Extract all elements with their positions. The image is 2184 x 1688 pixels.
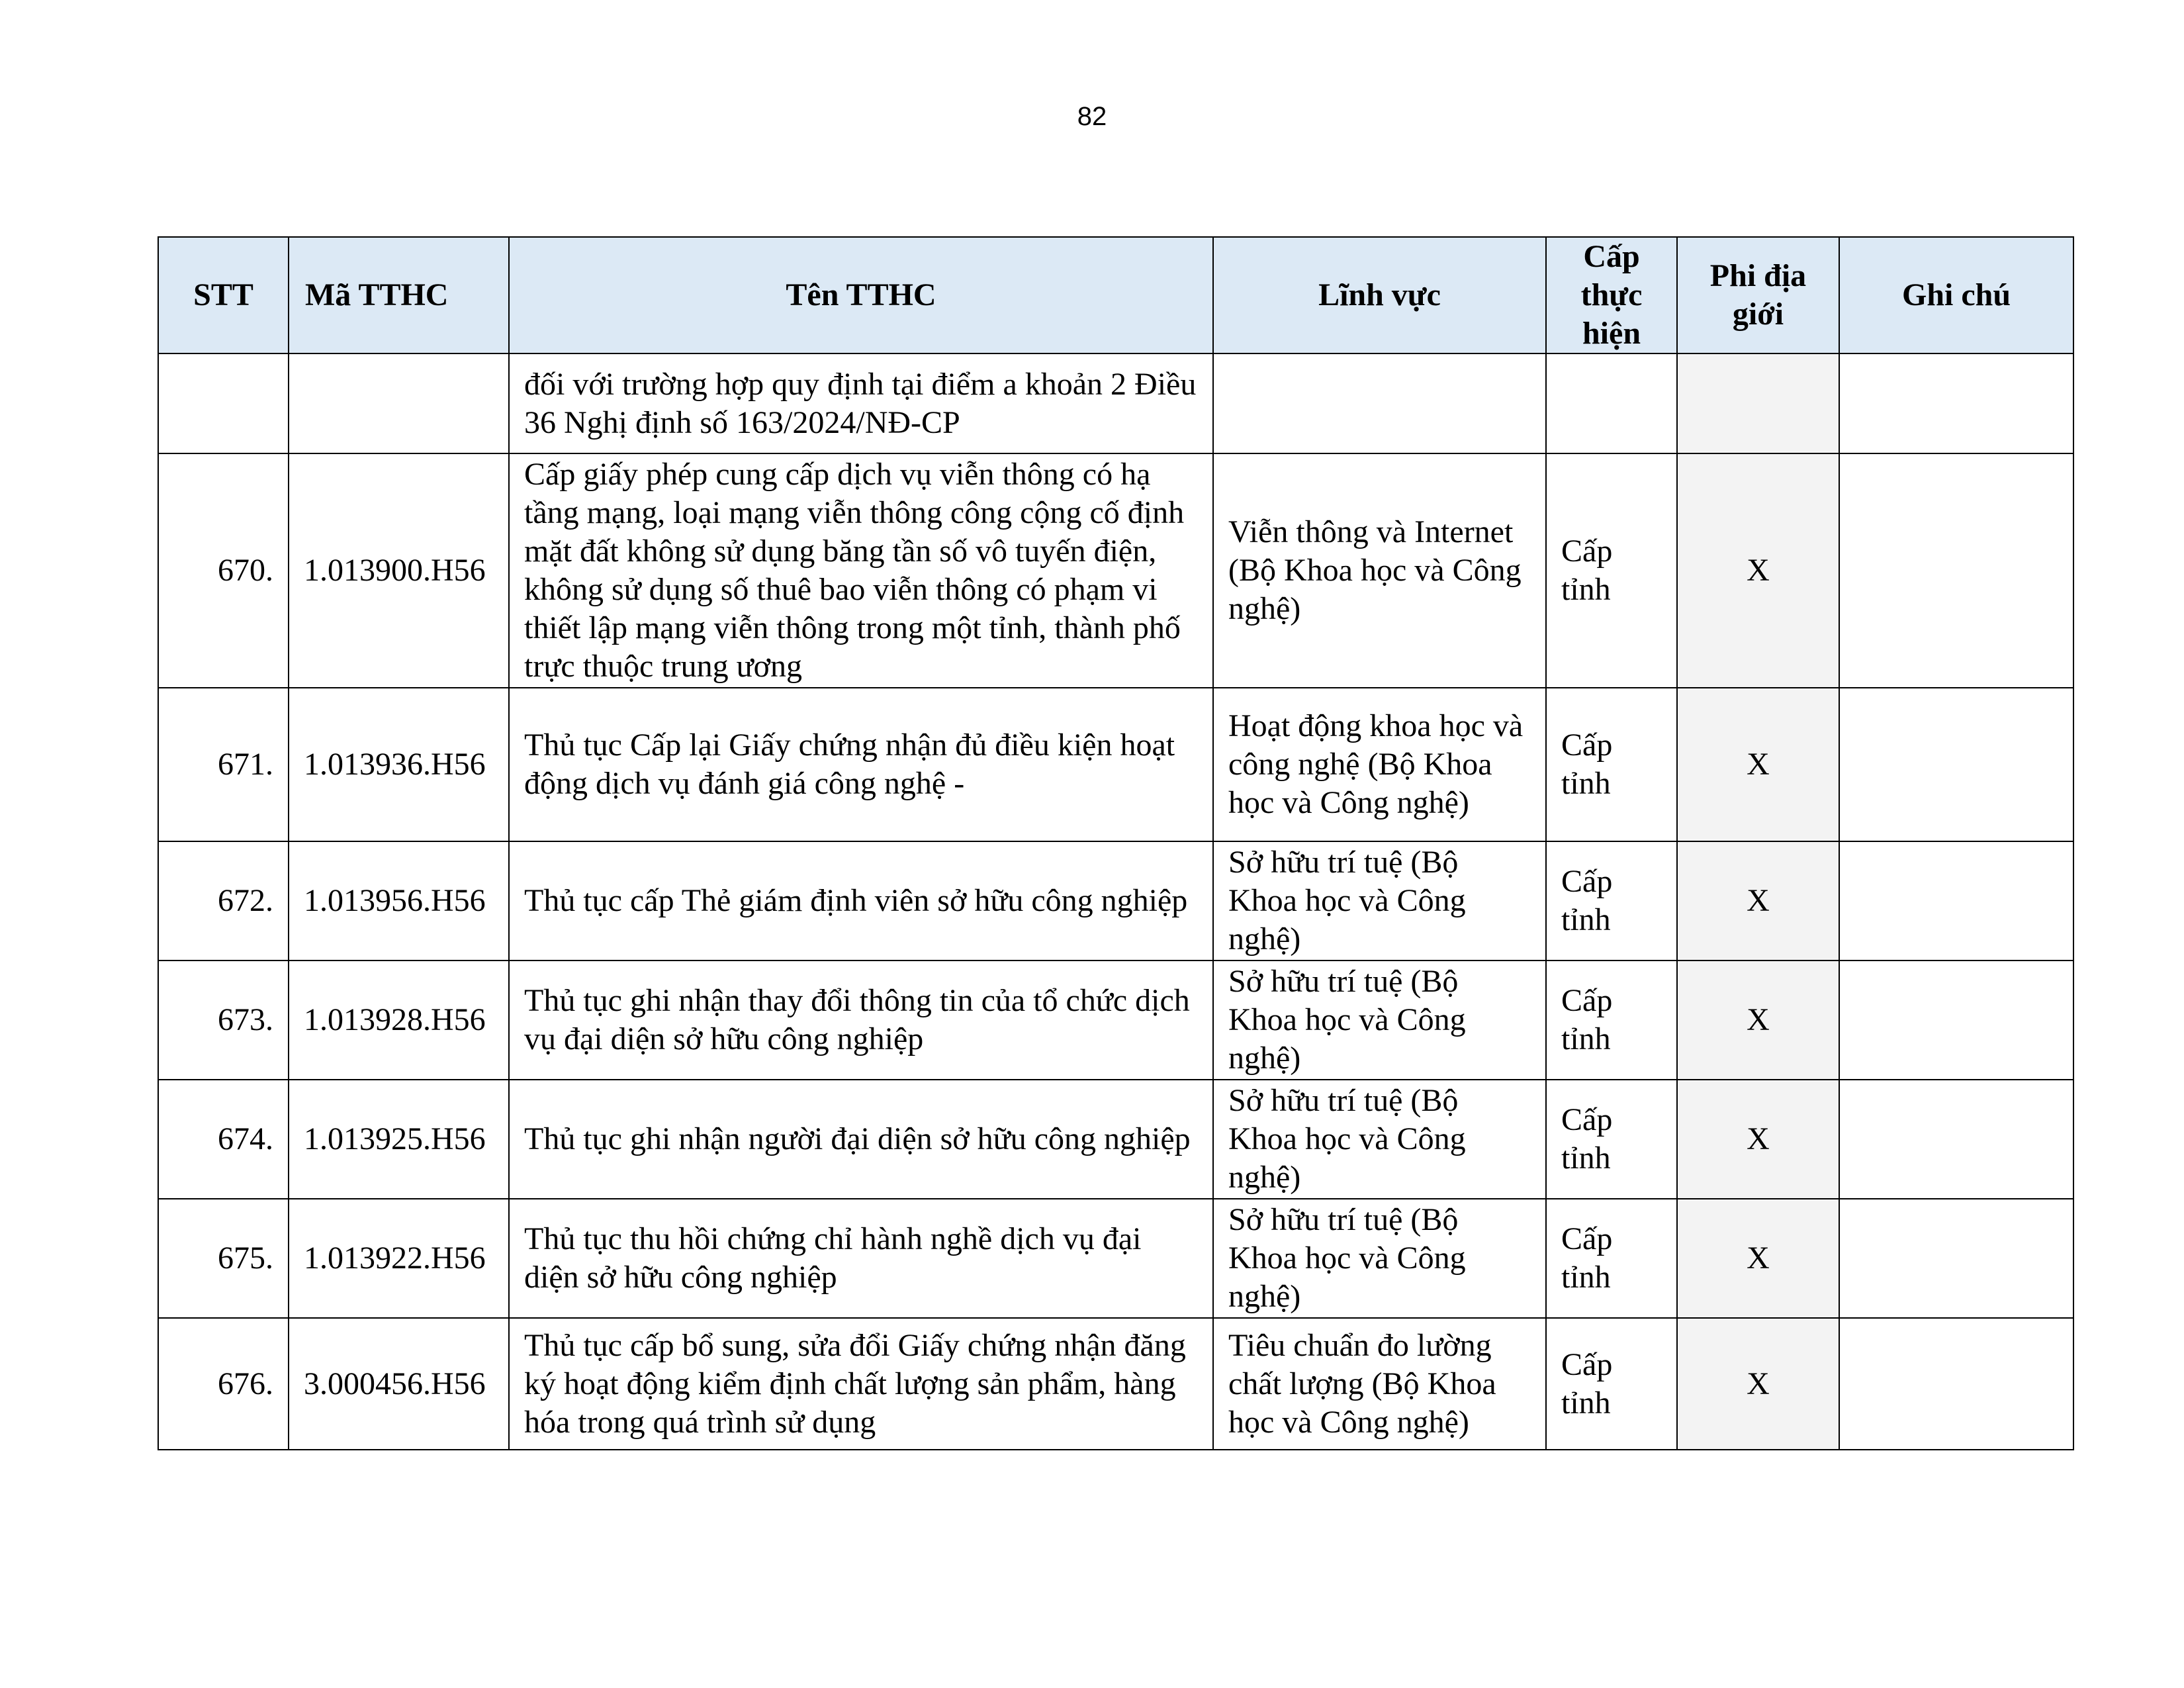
cell-level: Cấp tỉnh [1546, 453, 1677, 688]
table-row [158, 841, 2073, 961]
header-stt: STT [158, 237, 289, 353]
cell-boundary: X [1677, 453, 1839, 688]
cell-code: 1.013925.H56 [289, 1080, 509, 1199]
cell-note [1839, 1080, 2073, 1199]
cell-note [1839, 841, 2073, 961]
cell-field: Viễn thông và Internet (Bộ Khoa học và Công nghệ) [1213, 453, 1546, 688]
cell-stt: 671. [158, 688, 289, 841]
cell-note [1839, 1199, 2073, 1318]
cell-name: Thủ tục ghi nhận người đại diện sở hữu công nghiệp [509, 1080, 1213, 1199]
cell-code: 1.013936.H56 [289, 688, 509, 841]
cell-field [1213, 353, 1546, 453]
cell-level: Cấp tỉnh [1546, 841, 1677, 961]
header-level: Cấp thực hiện [1546, 237, 1677, 353]
cell-code: 1.013928.H56 [289, 961, 509, 1080]
cell-field: Hoạt động khoa học và công nghệ (Bộ Khoa học và Công nghệ) [1213, 688, 1546, 841]
header-boundary: Phi địa giới [1677, 237, 1839, 353]
table-row [158, 453, 2073, 688]
header-field: Lĩnh vực [1213, 237, 1546, 353]
cell-level [1546, 353, 1677, 453]
cell-level: Cấp tỉnh [1546, 1080, 1677, 1199]
cell-code: 3.000456.H56 [289, 1318, 509, 1450]
cell-stt [158, 353, 289, 453]
cell-level: Cấp tỉnh [1546, 688, 1677, 841]
table-row [158, 688, 2073, 841]
header-row [158, 237, 2073, 353]
cell-stt: 676. [158, 1318, 289, 1450]
table-header [158, 237, 2073, 353]
cell-boundary: X [1677, 1318, 1839, 1450]
cell-note [1839, 1318, 2073, 1450]
cell-stt: 670. [158, 453, 289, 688]
cell-name: Thủ tục thu hồi chứng chỉ hành nghề dịch vụ đại diện sở hữu công nghiệp [509, 1199, 1213, 1318]
page-number: 82 [1077, 102, 1107, 131]
cell-level: Cấp tỉnh [1546, 1199, 1677, 1318]
cell-code [289, 353, 509, 453]
cell-field: Sở hữu trí tuệ (Bộ Khoa học và Công nghệ) [1213, 1080, 1546, 1199]
cell-boundary: X [1677, 841, 1839, 961]
cell-note [1839, 961, 2073, 1080]
cell-name: Thủ tục cấp Thẻ giám định viên sở hữu công nghiệp [509, 841, 1213, 961]
table-row [158, 1080, 2073, 1199]
cell-name: Thủ tục ghi nhận thay đổi thông tin của tổ chức dịch vụ đại diện sở hữu công nghiệp [509, 961, 1213, 1080]
cell-code: 1.013900.H56 [289, 453, 509, 688]
cell-name: Thủ tục Cấp lại Giấy chứng nhận đủ điều kiện hoạt động dịch vụ đánh giá công nghệ - [509, 688, 1213, 841]
header-code: Mã TTHC [289, 237, 509, 353]
cell-boundary [1677, 353, 1839, 453]
cell-stt: 675. [158, 1199, 289, 1318]
table-row [158, 353, 2073, 453]
header-note: Ghi chú [1839, 237, 2073, 353]
cell-field: Sở hữu trí tuệ (Bộ Khoa học và Công nghệ) [1213, 1199, 1546, 1318]
table-row [158, 1199, 2073, 1318]
cell-name: Cấp giấy phép cung cấp dịch vụ viễn thông có hạ tầng mạng, loại mạng viễn thông công cộng cố định mặt đất không sử dụng băng tần số vô tuyến điện, không sử dụng số thuê bao viễn thông có phạm vi thiết lập mạng viễn thông trong một tỉnh, thành phố trực thuộc trung ương [509, 453, 1213, 688]
cell-level: Cấp tỉnh [1546, 1318, 1677, 1450]
cell-field: Sở hữu trí tuệ (Bộ Khoa học và Công nghệ) [1213, 961, 1546, 1080]
header-name: Tên TTHC [509, 237, 1213, 353]
cell-stt: 672. [158, 841, 289, 961]
cell-stt: 673. [158, 961, 289, 1080]
cell-boundary: X [1677, 1199, 1839, 1318]
cell-note [1839, 353, 2073, 453]
cell-boundary: X [1677, 688, 1839, 841]
cell-name: đối với trường hợp quy định tại điểm a khoản 2 Điều 36 Nghị định số 163/2024/NĐ-CP [509, 353, 1213, 453]
cell-name: Thủ tục cấp bổ sung, sửa đổi Giấy chứng nhận đăng ký hoạt động kiểm định chất lượng sản phẩm, hàng hóa trong quá trình sử dụng [509, 1318, 1213, 1450]
cell-boundary: X [1677, 961, 1839, 1080]
table-body [158, 353, 2073, 1450]
table-row [158, 1318, 2073, 1450]
cell-level: Cấp tỉnh [1546, 961, 1677, 1080]
cell-note [1839, 688, 2073, 841]
cell-field: Tiêu chuẩn đo lường chất lượng (Bộ Khoa học và Công nghệ) [1213, 1318, 1546, 1450]
procedures-table [158, 236, 2074, 1450]
table-row [158, 961, 2073, 1080]
cell-code: 1.013956.H56 [289, 841, 509, 961]
cell-field: Sở hữu trí tuệ (Bộ Khoa học và Công nghệ) [1213, 841, 1546, 961]
cell-code: 1.013922.H56 [289, 1199, 509, 1318]
cell-boundary: X [1677, 1080, 1839, 1199]
cell-stt: 674. [158, 1080, 289, 1199]
cell-note [1839, 453, 2073, 688]
